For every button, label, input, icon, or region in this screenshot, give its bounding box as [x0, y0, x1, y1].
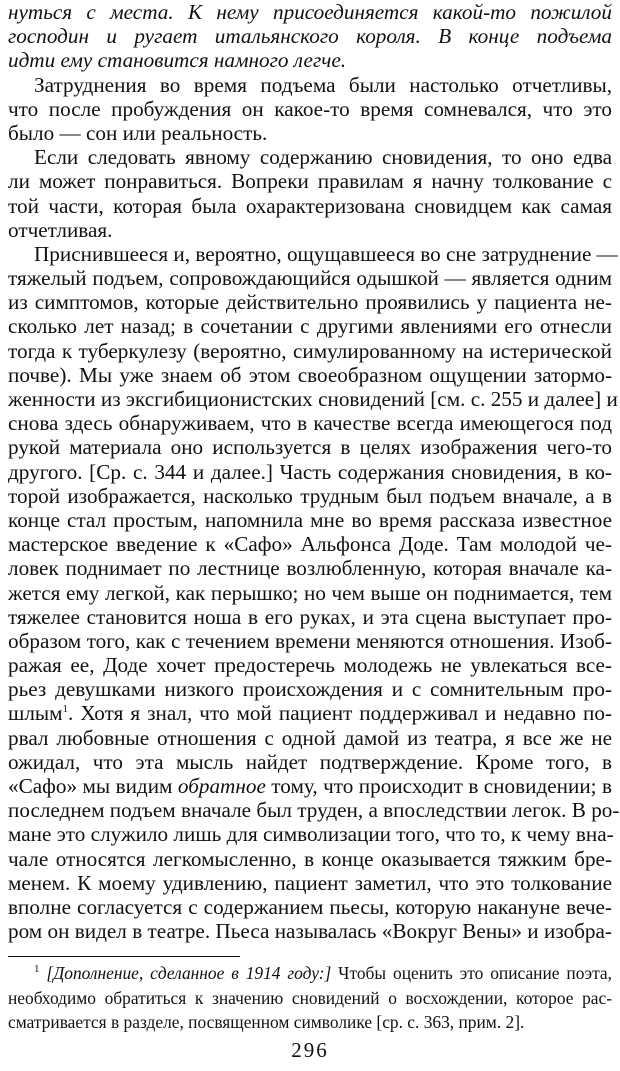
text-line-content: из симптомов, которые действительно проявились у пациента не-: [8, 290, 612, 315]
text-line-continuation: . Хотя я знал, что мой пациент поддерживал и недавно по-: [68, 701, 612, 726]
footnote-text: Чтобы оценить это описание поэта,: [331, 963, 612, 983]
footnote-marker: 1: [34, 963, 40, 976]
text-line-content: ром он видел в театре. Пьеса называлась «Вокруг Вены» и изобра-: [8, 919, 612, 944]
text-line: [8, 508, 612, 532]
text-line-content: «Сафо» мы видим: [8, 774, 178, 798]
text-line-content: другого. [Ср. с. 344 и далее.] Часть содержания сновидения, в ко-: [8, 459, 612, 484]
text-line: [8, 871, 612, 895]
text-line: [8, 798, 620, 823]
text-line-content: рьез девушками низкого происхождения и с сомнительным про-: [8, 677, 612, 702]
footnote-line: сматривается в разделе, посвященном символике [ср. с. 363, прим. 2].: [8, 1012, 525, 1032]
text-line: [8, 24, 612, 48]
text-line-content: той части, которая была охарактеризована сновидцем как самая: [8, 193, 612, 218]
text-line-content: было — сон или реальность.: [8, 120, 268, 145]
text-line: [8, 218, 612, 242]
text-line: [8, 677, 612, 701]
body-text: [8, 0, 620, 944]
text-line: [8, 290, 612, 314]
text-line-content: шлым: [8, 701, 63, 726]
text-line-content: рвал любовные отношения с одной дамой из театра, я все же не: [8, 725, 612, 750]
text-line-content: ражая ее, Доде хочет предостеречь молодежь не увлекаться все-: [8, 653, 612, 678]
text-line: [8, 484, 612, 508]
text-line-content: господин и ругает итальянского короля. В конце подъема: [8, 24, 612, 49]
emphasized-word: обратное: [177, 774, 266, 798]
text-line: [8, 241, 618, 266]
text-line-content: отчетливая.: [8, 217, 113, 242]
text-line: [8, 847, 612, 871]
text-line: [8, 387, 618, 411]
text-line: [8, 701, 612, 725]
text-line: [8, 0, 612, 24]
text-line: [8, 314, 612, 338]
page-number: 296: [291, 1038, 329, 1062]
text-line: [8, 532, 612, 556]
text-line: [8, 653, 612, 677]
text-line: [8, 750, 612, 774]
text-line: [8, 121, 612, 145]
text-line-content: ли может понравиться. Вопреки правилам я начну толкование с: [8, 169, 612, 194]
text-line: [8, 48, 612, 72]
footnote-divider: [8, 956, 240, 957]
text-line: [8, 774, 612, 798]
text-line: [8, 435, 612, 459]
text-line-content: торой изображается, насколько трудным был подъем вначале, а в: [8, 483, 612, 508]
text-line-content: жется ему легкой, как перышко; но чем выше он поднимается, тем: [8, 580, 612, 605]
footnote-line: необходимо обратиться к значению сновидений о восхождении, которое рас-: [8, 987, 612, 1008]
text-line: [8, 919, 612, 943]
text-line: [8, 169, 612, 193]
text-line-content: мастерское введение к «Сафо» Альфонса Доде. Там молодой че-: [8, 532, 612, 557]
text-line-content: снова здесь обнаруживаем, что в качестве всегда имеющегося под: [8, 411, 612, 436]
text-line: [8, 895, 612, 919]
text-line: [8, 822, 612, 846]
text-line-content: нуться с места. К нему присоединяется какой-то пожилой: [8, 0, 612, 24]
text-line-content: женности из эксгибиционистских сновидений [см. с. 255 и далее] и: [8, 387, 618, 411]
footnote-block: [8, 961, 612, 1035]
text-line-content: мане это служило лишь для символизации того, что то, к чему вна-: [8, 822, 614, 847]
text-line: [8, 581, 612, 605]
text-line: [8, 556, 612, 580]
text-line-content: Приснившееся и, вероятно, ощущавшееся во сне затруднение —: [34, 241, 618, 266]
text-line: [8, 266, 612, 290]
text-line-content: Затруднения во время подъема были настолько отчетливы,: [34, 72, 612, 97]
text-line: [8, 460, 612, 484]
text-line: [8, 605, 612, 629]
text-line-content: ожидал, что эта мысль найдет подтверждение. Кроме того, в: [8, 749, 612, 774]
text-line: [8, 194, 612, 218]
text-line: [8, 363, 612, 387]
text-line-content: идти ему становится намного легче.: [8, 48, 347, 73]
footnote-addition-note: [Дополнение, сделанное в 1914 году:]: [46, 963, 332, 983]
text-line-content: последнем подъем вначале был труден, а впоследствии легок. В ро-: [8, 798, 620, 823]
text-line: [8, 73, 612, 97]
text-line-content: что после пробуждения он какое-то время сомневался, что это: [8, 96, 612, 121]
footnote-reference: 1: [62, 703, 69, 716]
text-line-content: почве). Мы уже знаем об этом своеобразном ощущении затормо-: [8, 362, 612, 387]
text-line-content: образом того, как с течением времени меняются отношения. Изоб-: [8, 628, 612, 653]
text-line-content: Если следовать явному содержанию сновидения, то оно едва: [34, 145, 612, 170]
text-line-content: рукой материала оно используется в целях изображения чего-то: [8, 435, 612, 460]
footnote-line: [8, 961, 612, 986]
text-line: [8, 411, 612, 435]
text-line-content: чале относятся легкомысленно, в конце оказывается тяжким бре-: [8, 846, 612, 871]
text-line-content: сколько лет назад; в сочетании с другими явлениями его отнесли: [8, 314, 612, 339]
text-line-content: тяжелый подъем, сопровождающийся одышкой — является одним: [8, 266, 612, 291]
text-line: [8, 339, 612, 363]
text-line-content: менем. К моему удивлению, пациент заметил, что это толкование: [8, 870, 612, 895]
text-line-content: тяжелее становится ноша в его руках, и эта сцена выступает про-: [8, 604, 612, 629]
text-line-content: вполне согласуется с содержанием пьесы, которую накануне вече-: [8, 894, 612, 919]
text-line: [8, 97, 612, 121]
text-line: [8, 726, 612, 750]
text-line: [8, 145, 612, 169]
text-line-content: тогда к туберкулезу (вероятно, симулированному на истерической: [8, 338, 612, 363]
text-line-continuation: тому, что происходит в сновидении; в: [265, 774, 612, 798]
text-line-content: конце стал простым, напомнила мне во время рассказа известное: [8, 507, 612, 532]
text-line-content: ловек поднимает по лестнице возлюбленную, которая вначале ка-: [8, 556, 612, 581]
text-line: [8, 629, 612, 653]
